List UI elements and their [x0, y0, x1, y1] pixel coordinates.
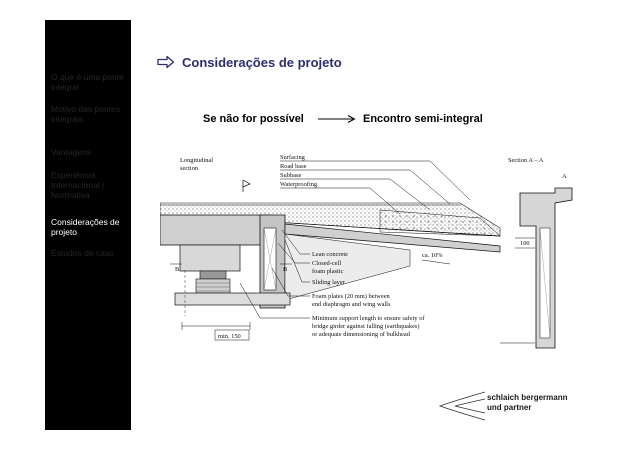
sidebar-item-vantagens[interactable]: Vantagens	[51, 147, 92, 157]
label-foam-plastic: foam plastic	[312, 268, 344, 275]
label-section: section	[180, 165, 199, 172]
sidebar-item-ponte-integral[interactable]: O que é uma ponte integral	[51, 72, 124, 92]
arrow-right-icon	[157, 55, 175, 69]
label-surfacing: Surfacing	[280, 154, 305, 161]
marker-a: A	[562, 173, 567, 180]
label-min-support-3: or adequate dimensioning of bulkhead	[312, 331, 410, 338]
dim-min-150: min. 150	[218, 333, 241, 340]
sidebar-item-estudos[interactable]: Estudos de caso	[51, 248, 114, 258]
logo-line-2: und partner	[487, 403, 532, 412]
label-lean-concrete: Lean concrete	[312, 251, 349, 258]
label-min-support-2: bridge girder against falling (earthquakes)	[312, 323, 420, 330]
sidebar-item-motivo[interactable]: Motivo das pontes integrais	[51, 104, 120, 124]
logo-line-1: schlaich bergermann	[487, 393, 568, 402]
arrow-long-right-icon	[318, 114, 356, 124]
condition-text: Se não for possível	[203, 113, 304, 125]
label-subbase: Subbase	[280, 172, 302, 179]
dim-100: 100	[520, 240, 530, 247]
sbp-logo-icon	[437, 390, 487, 422]
label-longitudinal: Longitudinal	[180, 157, 214, 164]
label-section-aa: Section A – A	[508, 157, 544, 164]
sidebar-item-consideracoes[interactable]: Considerações de projeto	[51, 217, 120, 237]
label-sliding-layer: Sliding layer	[312, 279, 345, 286]
sidebar-item-experiencia[interactable]: Experiência Internacional / Normativa	[51, 170, 105, 200]
solution-text: Encontro semi-integral	[363, 113, 483, 125]
label-min-support-1: Minimum support length to ensure safety of	[312, 315, 425, 322]
label-waterproofing: Waterproofing	[280, 181, 318, 188]
label-road-base: Road base	[280, 163, 307, 170]
marker-b-left: B	[175, 266, 180, 273]
page-title: Considerações de projeto	[182, 55, 342, 70]
company-logo	[487, 393, 567, 413]
label-foam-plates-2: end diaphragm and wing walls	[312, 301, 391, 308]
label-slope: ca. 10%	[422, 252, 443, 259]
sidebar-nav	[45, 20, 131, 430]
label-closed-cell: Closed-cell	[312, 260, 342, 267]
marker-b-right: B	[283, 266, 288, 273]
label-foam-plates-1: Foam plates (20 mm) between	[312, 293, 390, 300]
abutment-section-drawing	[160, 148, 580, 363]
